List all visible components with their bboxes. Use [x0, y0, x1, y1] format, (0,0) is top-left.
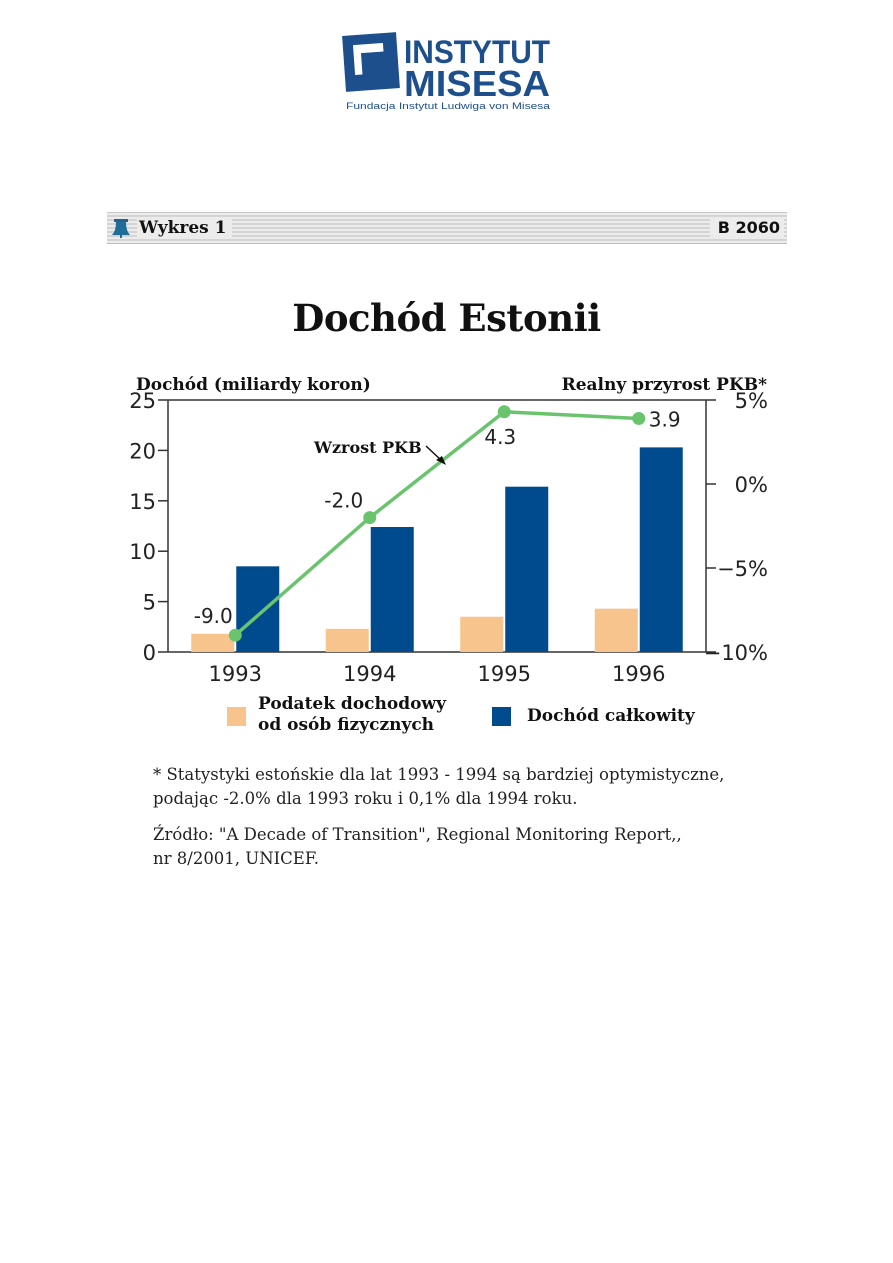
bar-tax-1993 [191, 634, 234, 652]
right-tick-label: 0% [734, 473, 768, 497]
annotation-arrow [426, 446, 446, 465]
gdp-point-1995 [498, 405, 511, 418]
legend [0, 690, 893, 740]
chart-title: Dochód Estonii [292, 296, 601, 340]
source-line2: nr 8/2001, UNICEF. [153, 849, 319, 868]
figure-label: Wykres 1 [137, 218, 232, 238]
gdp-label-1996: 3.9 [648, 407, 681, 432]
left-tick-label: 20 [129, 439, 156, 464]
legend-swatch-tax [227, 707, 246, 726]
right-tick-label: −10% [703, 641, 768, 665]
right-tick-label: 5% [734, 389, 768, 413]
bar-tax-1994 [326, 629, 369, 652]
logo [342, 30, 554, 112]
x-tick-label: 1996 [612, 662, 666, 686]
source-note [153, 823, 733, 871]
left-tick-label: 15 [129, 489, 156, 514]
logo-tagline: Fundacja Instytut Ludwiga von Misesa [346, 101, 550, 111]
left-tick-label: 10 [129, 540, 156, 565]
gdp-point-1993 [229, 629, 242, 642]
logo-line1: INSTYTUT [404, 34, 551, 70]
figure-header-bar [107, 212, 787, 244]
gdp-label-1995: 4.3 [484, 424, 517, 449]
gdp-label-1994: -2.0 [324, 488, 364, 513]
bar-total-1995 [505, 487, 548, 652]
x-tick-label: 1993 [208, 662, 262, 686]
bar-total-1994 [371, 527, 414, 652]
legend-label-total: Dochód całkowity [527, 706, 695, 726]
gdp-point-1994 [363, 511, 376, 524]
bar-total-1993 [236, 566, 279, 652]
right-axis-title: Realny przyrost PKB* [561, 375, 767, 395]
bar-total-1996 [640, 447, 683, 652]
legend-label-tax: Podatek dochodowy od osób fizycznych [258, 694, 446, 735]
gdp-label-1993: -9.0 [193, 604, 233, 629]
legend-swatch-total [492, 707, 511, 726]
annotation-wzrost-pkb: Wzrost PKB [314, 438, 422, 457]
source-line1: Źródło: "A Decade of Transition", Regional Monitoring Report,, [153, 825, 682, 844]
left-tick-label: 25 [129, 389, 156, 413]
footnote [153, 763, 733, 811]
gdp-line [235, 412, 639, 635]
footnote-line1: * Statystyki estońskie dla lat 1993 - 1994 są bardziej optymistyczne, [153, 765, 725, 784]
gdp-point-1996 [632, 412, 645, 425]
left-tick-label: 5 [142, 590, 156, 615]
logo-mark-icon [342, 32, 400, 92]
bar-tax-1995 [460, 617, 503, 652]
footnote-line2: podając -2.0% dla 1993 roku i 0,1% dla 1994 roku. [153, 789, 578, 808]
figure-code: B 2060 [710, 218, 784, 238]
left-tick-label: 0 [142, 641, 156, 665]
x-tick-label: 1995 [477, 662, 531, 686]
right-tick-label: −5% [717, 557, 768, 581]
left-axis-title: Dochód (miliardy koron) [136, 375, 371, 395]
x-tick-label: 1994 [343, 662, 397, 686]
logo-line2: MISESA [404, 63, 550, 104]
bar-tax-1996 [595, 609, 638, 652]
liberty-bell-icon [110, 217, 132, 239]
